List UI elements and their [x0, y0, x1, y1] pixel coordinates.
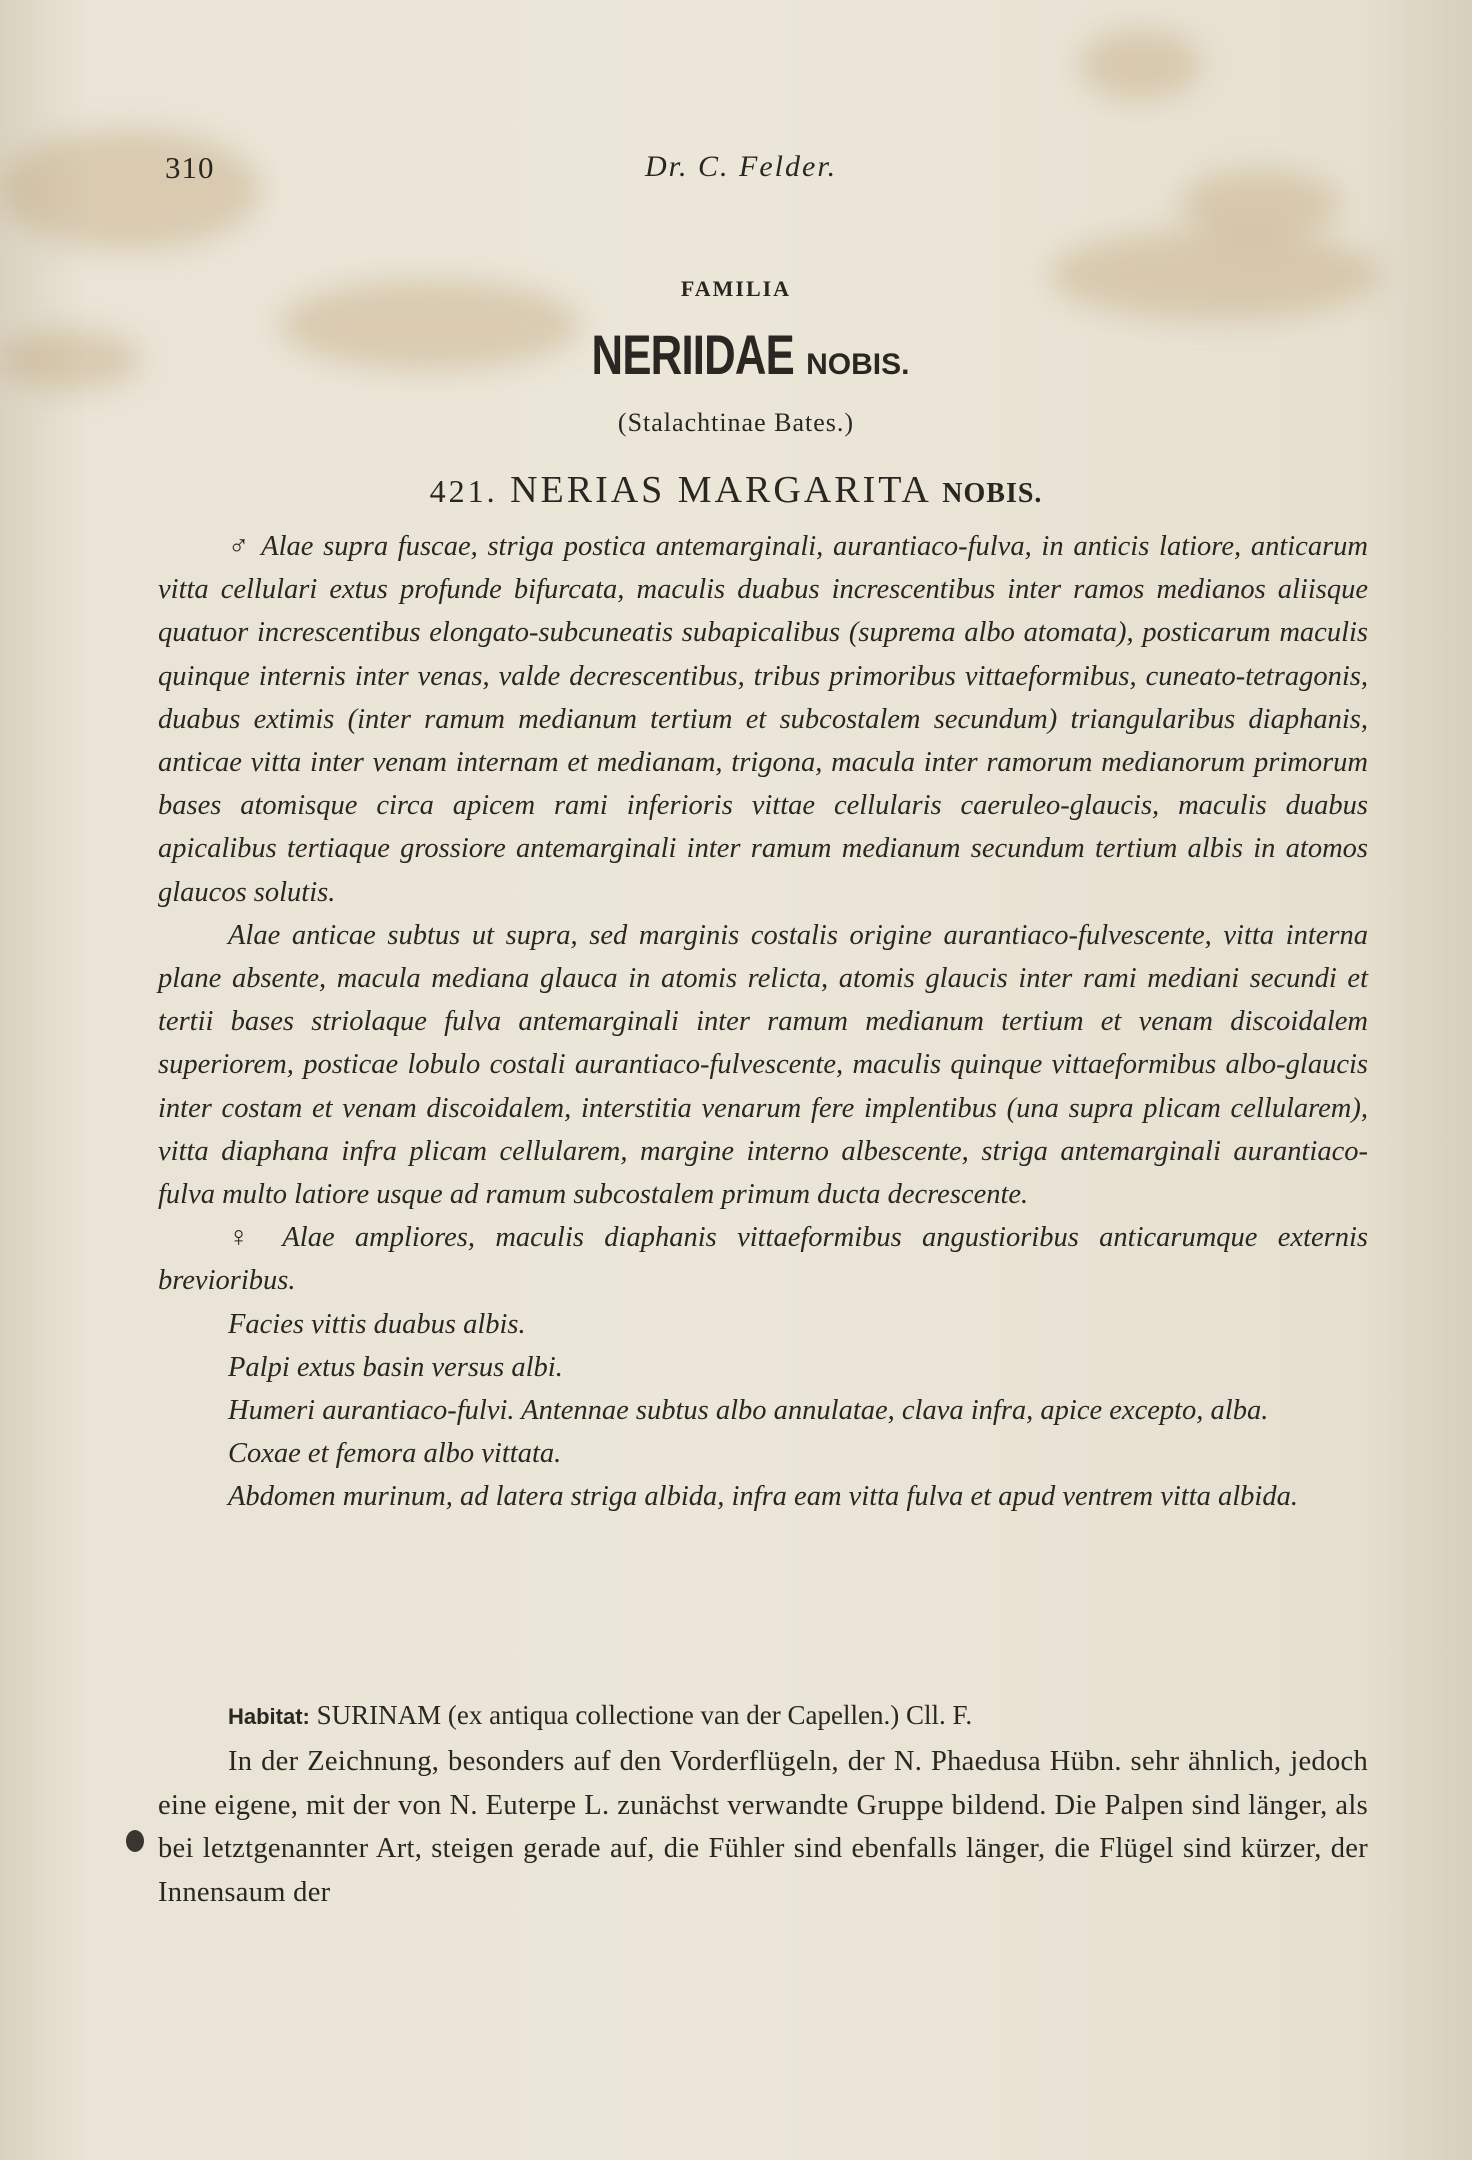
abdomen-description: Abdomen murinum, ad latera striga albida, infra eam vitta fulva et apud ventrem vitta albida. [228, 1481, 1298, 1513]
underside-description: Alae anticae subtus ut supra, sed marginis costalis origine aurantiaco-fulvescente, vitta interna plane absente, macula mediana glauca in atomis relicta, atomis glaucis inter rami mediani secundi et tertii bases striolaque fulva antemarginali inter ramum medianum tertium et venam discoidalem superiorem, posticae lobulo costali aurantiaco-fulvescente, maculis quinque vittaeformibus albo-glaucis inter costam et venam discoidalem, interstitia venarum fere implentibus (una supra plicam cellularem), vitta diaphana infra plicam cellularem, margine interno albescente, striga antemarginali aurantiaco-fulva multo latiore usque ad ramum subcostalem primum ducta decrescente. [158, 919, 1368, 1211]
palpi-description: Palpi extus basin versus albi. [228, 1351, 563, 1383]
male-description: ♂ Alae supra fuscae, striga postica antemarginali, aurantiaco-fulva, in anticis latiore, anticarum vitta cellulari extus profunde bifurcata, maculis duabus increscentibus inter ramos medianos aliisque quatuor increscentibus elongato-subcuneatis subapicalibus (suprema albo atomata), posticarum maculis quinque internis inter venas, valde decrescentibus, tribus primoribus vittaeformibus, cuneato-tetragonis, duabus extimis (inter ramum medianum tertium et subcostalem secundum) triangularibus diaphanis, anticae vitta inter venam internam et medianam, trigona, macula inter ramorum medianorum primorum bases atomisque circa apicem rami inferioris vittae cellularis caeruleo-glaucis, maculis duabus apicalibus tertiaque grossiore antemarginali inter ramum medianum secundum tertium albis in atomos glaucos solutis. [158, 531, 1368, 908]
foxing-stain [1050, 230, 1380, 320]
facies-description: Facies vittis duabus albis. [228, 1308, 526, 1340]
german-note: In der Zeichnung, besonders auf den Vorderflügeln, der N. Phaedusa Hübn. sehr ähnlich, jedoch eine eigene, mit der von N. Euterpe L. zunächst verwandte Gruppe bildend. Die Palpen sind länger, als bei letztgenannter Art, steigen gerade auf, die Fühler sind ebenfalls länger, die Flügel sind kürzer, der Innensaum der [158, 1746, 1368, 1908]
ink-spot [126, 1830, 144, 1852]
page-header [165, 150, 1315, 190]
coxae-description: Coxae et femora albo vittata. [228, 1438, 562, 1470]
family-author: NOBIS. [806, 348, 910, 381]
foxing-stain [1080, 30, 1200, 100]
familia-label: FAMILIA [680, 276, 792, 301]
foxing-stain [0, 130, 260, 250]
family-synonym: (Stalachtinae Bates.) [617, 408, 855, 437]
habitat-line [228, 1700, 1368, 1731]
page-number: 310 [165, 150, 215, 185]
species-name: NERIAS MARGARITA [510, 469, 930, 511]
family-title [0, 322, 1472, 387]
habitat-label: Habitat: [228, 1704, 310, 1729]
species-author: NOBIS. [942, 478, 1043, 509]
species-description [158, 525, 1368, 1519]
running-head: Dr. C. Felder. [645, 150, 838, 183]
female-description: ♀ Alae ampliores, maculis diaphanis vittaeformibus angustioribus anticarumque externis brevioribus. [158, 1222, 1368, 1297]
species-title [0, 468, 1472, 512]
humeri-description: Humeri aurantiaco-fulvi. Antennae subtus albo annulatae, clava infra, apice excepto, alba. [228, 1395, 1269, 1427]
family-name: NERIIDAE [591, 323, 794, 386]
habitat-text: SURINAM (ex antiqua collectione van der Capellen.) Cll. F. [316, 1700, 973, 1730]
species-number: 421. [429, 473, 498, 509]
